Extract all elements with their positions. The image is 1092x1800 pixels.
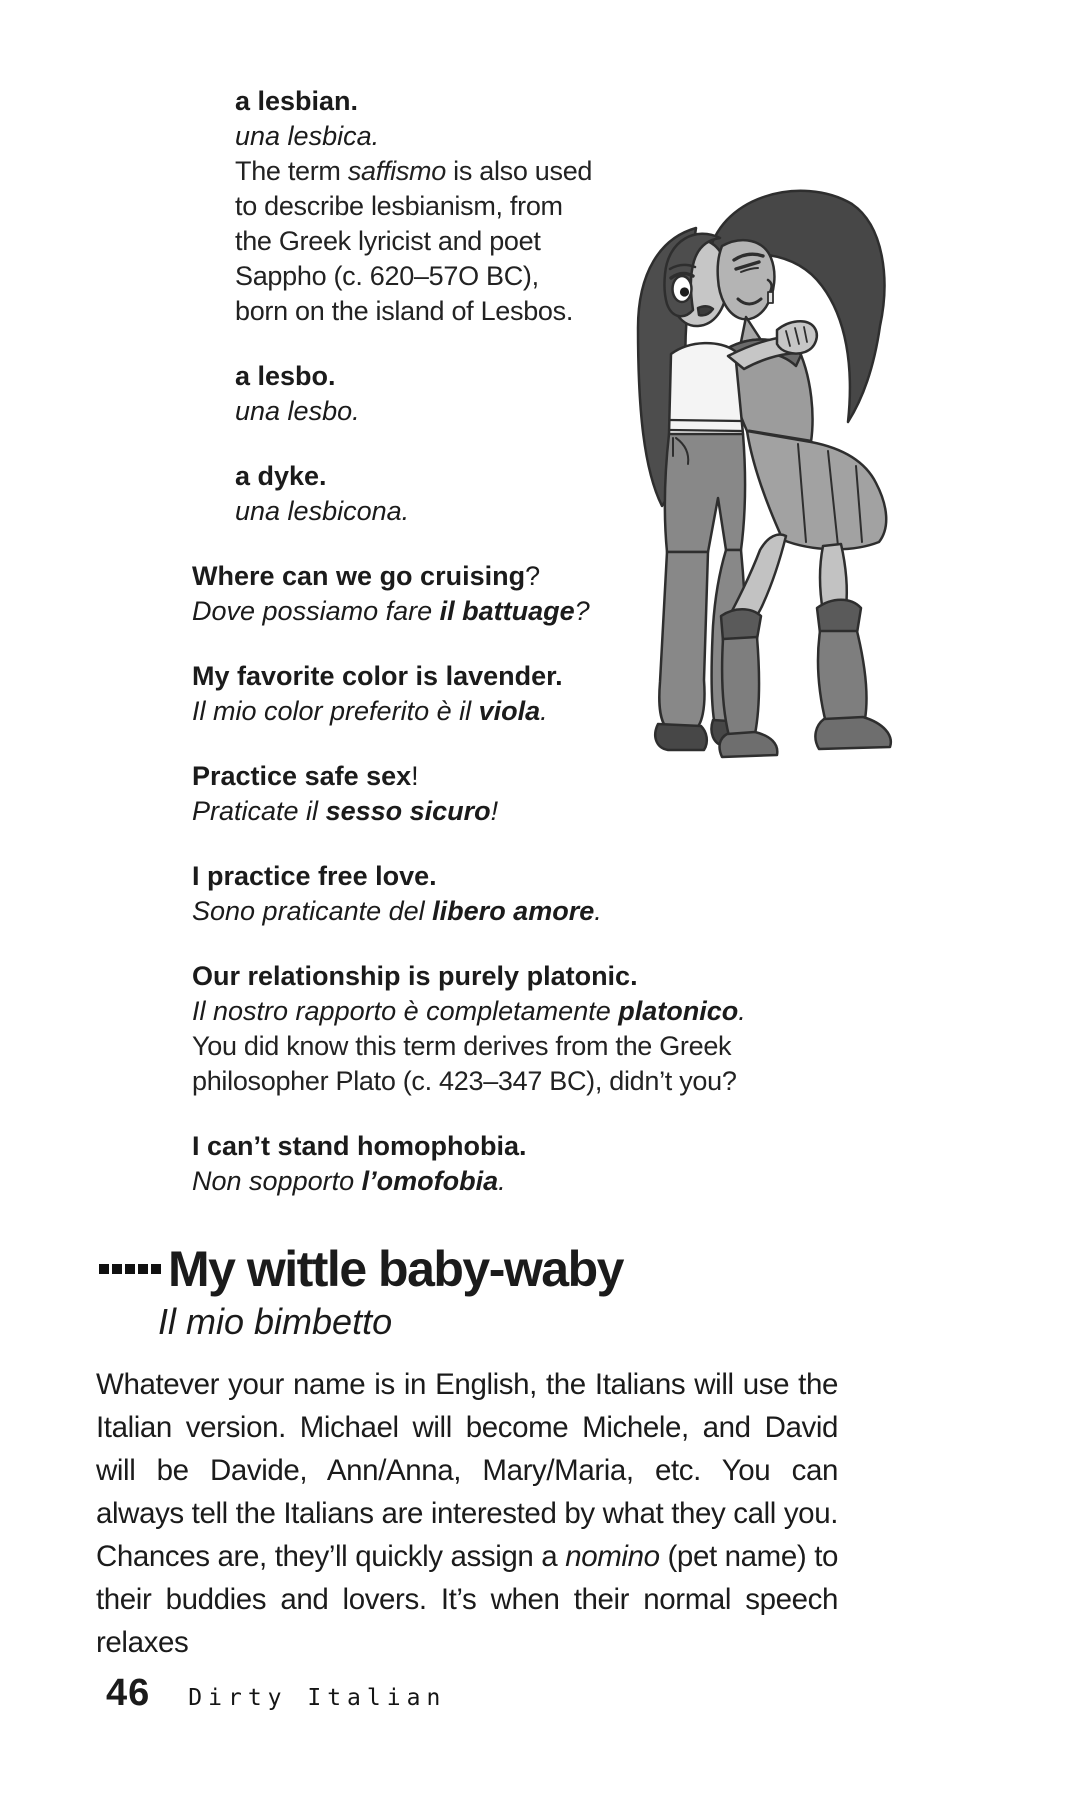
right-woman-face (718, 240, 775, 319)
text-segment: You did know this term derives from the Greek philosopher Plato (c. 423–347 BC), didn’t you? (192, 1031, 737, 1096)
illustration-two-women-embracing (610, 168, 915, 773)
phrase-entry (192, 1129, 1092, 1199)
text-segment: a lesbo. (235, 361, 336, 391)
text-segment: una lesbo. (235, 396, 360, 426)
phrase-english (192, 959, 1092, 994)
text-segment: una lesbicona. (235, 496, 410, 526)
book-title: Dirty Italian (188, 1685, 447, 1711)
phrase-italian (192, 994, 1092, 1029)
phrase-italian (235, 119, 1092, 154)
text-segment: a lesbian. (235, 86, 359, 116)
text-segment: . (540, 696, 548, 726)
text-segment: nomino (565, 1540, 660, 1573)
phrase-english (192, 1129, 1092, 1164)
text-segment: Non sopporto (192, 1166, 362, 1196)
heading-bullet-square (112, 1264, 122, 1274)
text-segment: Sono praticante del (192, 896, 433, 926)
text-segment: Practice safe sex (192, 761, 412, 791)
text-segment: una lesbica. (235, 121, 380, 151)
text-segment: . (498, 1166, 506, 1196)
heading-bullet-square (99, 1264, 109, 1274)
page-footer (106, 1672, 446, 1715)
text-segment: The term (235, 156, 348, 186)
text-segment: Our relationship is purely platonic. (192, 961, 638, 991)
phrase-note (192, 1029, 854, 1099)
section-heading (99, 1241, 1092, 1297)
section-title: My wittle baby-waby (168, 1241, 623, 1297)
text-segment: il battuage (439, 596, 575, 626)
page-content (0, 84, 1092, 1664)
heading-bullets (99, 1264, 161, 1274)
text-segment: Whatever your name is in English, the Italians will use the Italian version. Michael will become Michele, and David will be Davide, Ann/Anna, Mary/Maria, etc. You can always tell the Italians are interested by what they call you. Chances are, they’ll quickly assign a (96, 1368, 838, 1573)
phrase-note (235, 154, 597, 329)
section-subtitle: Il mio bimbetto (158, 1301, 393, 1342)
text-segment: I can’t stand homophobia. (192, 1131, 527, 1161)
text-segment: a dyke. (235, 461, 327, 491)
page-number: 46 (106, 1672, 151, 1714)
text-segment: (pet name) to their buddies and lovers. It’s when their normal speech relaxes (96, 1540, 838, 1659)
heading-bullet-square (125, 1264, 135, 1274)
heading-bullet-square (138, 1264, 148, 1274)
text-segment: sesso sicuro (325, 796, 491, 826)
text-segment: ? (525, 561, 541, 591)
text-segment: Il mio color preferito è il (192, 696, 479, 726)
body-paragraph (96, 1363, 838, 1664)
phrase-italian (192, 1164, 1092, 1199)
text-segment: Il nostro rapporto è completamente (192, 996, 619, 1026)
text-segment: . (594, 896, 602, 926)
phrase-italian (192, 894, 1092, 929)
text-segment: Praticate il (192, 796, 326, 826)
text-segment: ! (411, 761, 419, 791)
text-segment: platonico (618, 996, 739, 1026)
right-woman-skirt (747, 431, 886, 549)
text-segment: Where can we go cruising (192, 561, 526, 591)
text-segment: is also used to describe lesbianism, from the Greek lyricist and poet Sappho (c. 620–57O BC), born on the island of Lesbos. (235, 156, 593, 326)
text-segment: ! (490, 796, 499, 826)
text-segment: viola (478, 696, 541, 726)
text-segment: I practice free love. (192, 861, 437, 891)
phrase-italian (192, 794, 1092, 829)
phrase-english (192, 859, 1092, 894)
text-segment: saffismo (347, 156, 446, 186)
phrase-entry (192, 859, 1092, 929)
heading-bullet-square (151, 1264, 161, 1274)
text-segment: libero amore (432, 896, 595, 926)
text-segment: l’omofobia (361, 1166, 499, 1196)
text-segment: ? (574, 596, 590, 626)
right-woman-boots (720, 600, 891, 757)
text-segment: . (738, 996, 746, 1026)
text-segment: My favorite color is lavender. (192, 661, 563, 691)
phrase-entry (192, 959, 1092, 1099)
text-segment: Dove possiamo fare (192, 596, 440, 626)
phrase-english (235, 84, 1092, 119)
